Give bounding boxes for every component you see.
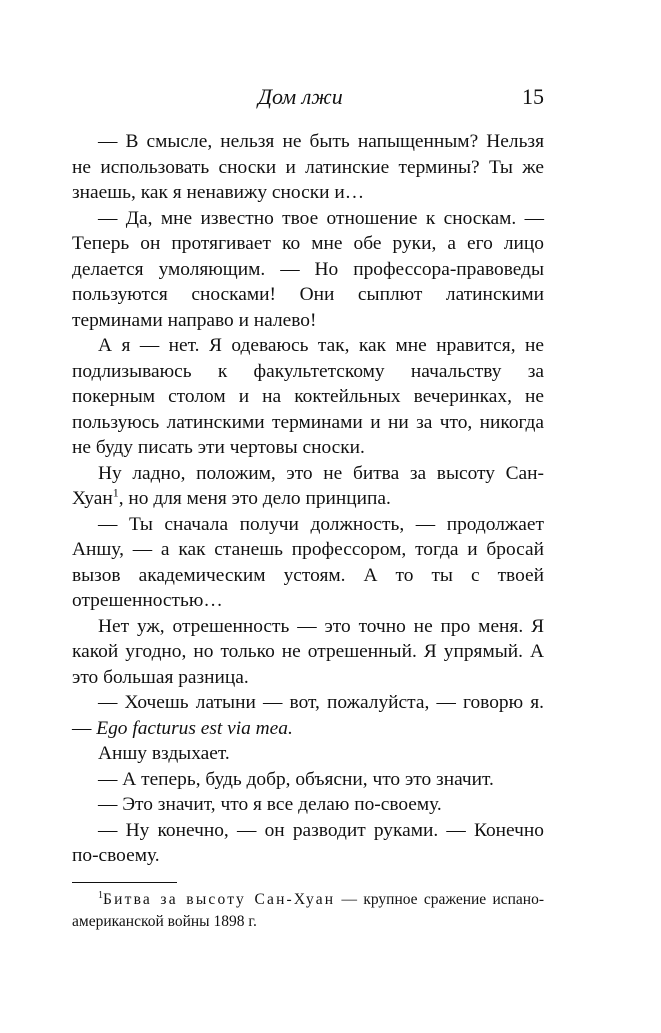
paragraph-2: — Да, мне известно твое отношение к сноскам. — Теперь он протягивает ко мне обе руки, а его лицо делается умоляющим. — Но профессора-правоведы пользуются сносками! Они сыплют латинскими терминами направо и налево!	[72, 207, 544, 331]
paragraph-8: Аншу вздыхает.	[98, 743, 230, 764]
page-number: 15	[522, 84, 544, 109]
paragraph-3: А я — нет. Я одеваюсь так, как мне нравится, не подлизываюсь к факультетскому начальству за покерным столом и на коктейльных вечеринках, не пользуюсь латинскими терминами и ни за что, никогда не буду писать эти чертовы сноски.	[72, 335, 544, 458]
paragraph-1: — В смысле, нельзя не быть напыщенным? Нельзя не использовать сноски и латинские термины? Ты же знаешь, как я ненавижу сноски и…	[72, 131, 544, 203]
paragraph-4-text-b: , но для меня это дело принципа.	[118, 488, 391, 509]
footnote-text	[72, 889, 544, 933]
footnote-term: Битва за высоту Сан-Хуан	[103, 891, 336, 908]
footnote-divider	[72, 882, 177, 883]
running-title: Дом лжи	[258, 84, 343, 109]
paragraph-4-text-a: Ну ладно, положим, это не битва за высоту Сан-Хуан	[72, 462, 544, 509]
body-text	[72, 129, 544, 869]
footnote-marker: 1	[98, 889, 103, 901]
paragraph-10: — Это значит, что я все делаю по-своему.	[98, 794, 442, 815]
paragraph-4	[72, 461, 544, 512]
paragraph-5: — Ты сначала получи должность, — продолжает Аншу, — а как станешь профессором, тогда и бросай вызов академическим устоям. А то ты с твоей отрешенностью…	[72, 513, 544, 611]
paragraph-11: — Ну конечно, — он разводит руками. — Конечно по-своему.	[72, 819, 544, 866]
footnote	[72, 889, 544, 933]
footnote-ref: 1	[112, 485, 119, 500]
paragraph-7-text: — Хочешь латыни — вот, пожалуйста, — говорю я. —	[72, 692, 544, 739]
paragraph-6: Нет уж, отрешенность — это точно не про меня. Я какой угодно, но только не отрешенный. Я упрямый. А это большая разница.	[72, 615, 544, 688]
footnote-definition: — крупное сражение испано-американской войны 1898 г.	[72, 891, 545, 930]
running-header	[72, 84, 544, 114]
paragraph-7	[72, 690, 544, 741]
paragraph-9: — А теперь, будь добр, объясни, что это значит.	[98, 768, 494, 790]
latin-phrase: Ego facturus est via mea.	[96, 717, 293, 739]
